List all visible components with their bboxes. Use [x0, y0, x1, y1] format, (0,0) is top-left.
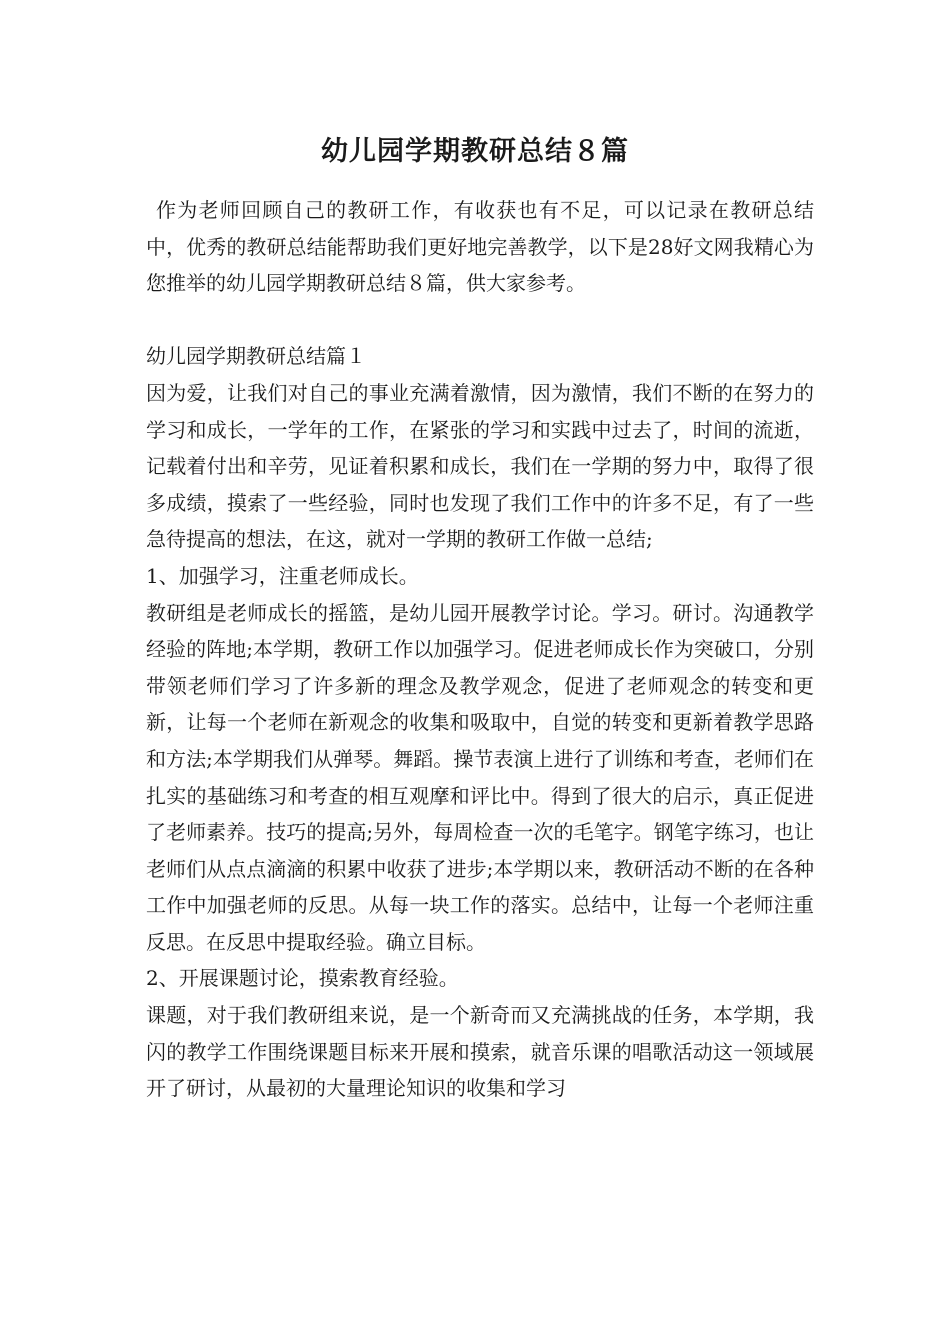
- paragraph-spacer: [146, 302, 814, 339]
- body-paragraph-3: 课题，对于我们教研组来说，是一个新奇而又充满挑战的任务，本学期，我闪的教学工作围绕课题目标来开展和摸索，就音乐课的唱歌活动这一领域展开了研讨，从最初的大量理论知识的收集和学习: [146, 1003, 814, 1101]
- subheading-2: 2、开展课题讨论，摸索教育经验。: [146, 966, 459, 991]
- subheading-1: 1、加强学习，注重老师成长。: [146, 563, 419, 588]
- document-body: [146, 192, 814, 1107]
- body-paragraph-2: 教研组是老师成长的摇篮，是幼儿园开展教学讨论。学习。研讨。沟通教学经验的阵地;本学期，教研工作以加强学习。促进老师成长作为突破口，分别带领老师们学习了许多新的理念及教学观念，促进了老师观念的转变和更新，让每一个老师在新观念的收集和吸取中，自觉的转变和更新着教学思路和方法;本学期我们从弹琴。舞蹈。操节表演上进行了训练和考查，老师们在扎实的基础练习和考查的相互观摩和评比中。得到了很大的启示，真正促进了老师素养。技巧的提高;另外，每周检查一次的毛笔字。钢笔字练习，也让老师们从点点滴滴的积累中收获了进步;本学期以来，教研活动不断的在各种工作中加强老师的反思。从每一块工作的落实。总结中，让每一个老师注重反思。在反思中提取经验。确立目标。: [146, 600, 814, 954]
- document-title: 幼儿园学期教研总结８篇: [321, 136, 629, 167]
- intro-paragraph: 作为老师回顾自己的教研工作，有收获也有不足，可以记录在教研总结中，优秀的教研总结能帮助我们更好地完善教学，以下是28好文网我精心为您推举的幼儿园学期教研总结８篇，供大家参考。: [146, 198, 814, 296]
- body-paragraph-1: 因为爱，让我们对自己的事业充满着激情，因为激情，我们不断的在努力的学习和成长，一学年的工作，在紧张的学习和实践中过去了，时间的流逝，记载着付出和辛劳，见证着积累和成长，我们在一学期的努力中，取得了很多成绩，摸索了一些经验，同时也发现了我们工作中的许多不足，有了一些急待提高的想法，在这，就对一学期的教研工作做一总结;: [146, 380, 814, 552]
- section-heading: 幼儿园学期教研总结篇１: [146, 344, 366, 369]
